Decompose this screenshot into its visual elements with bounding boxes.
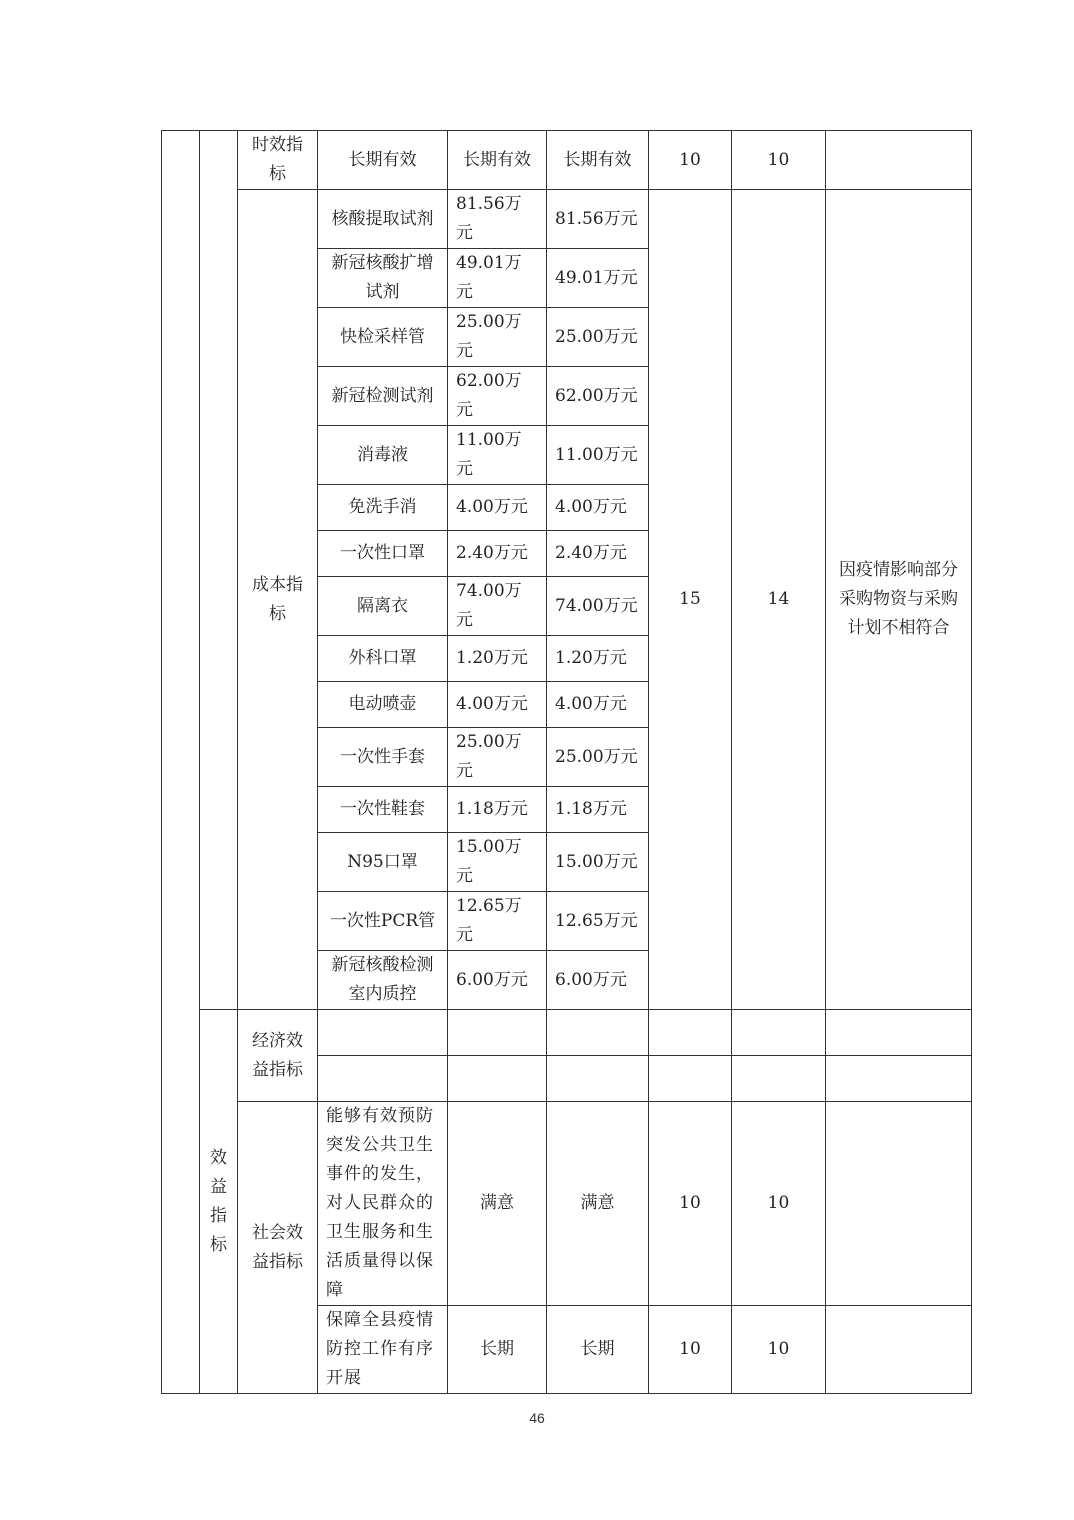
cost-item-actual: 4.00万元 [547,682,649,728]
cost-item-name: 一次性手套 [318,728,448,787]
cost-item-target: 62.00万元 [448,367,547,426]
cost-item-name: 新冠核酸检测室内质控 [318,951,448,1010]
social-item-target: 长期 [448,1306,547,1394]
benefit-label-text: 效益指标 [210,1147,227,1255]
cost-item-target: 15.00万元 [448,833,547,892]
timeliness-weight: 10 [649,131,732,190]
cost-score: 14 [732,190,826,1010]
cost-item-name: 一次性鞋套 [318,787,448,833]
table-row [162,1010,972,1056]
cost-item-name: 一次性PCR管 [318,892,448,951]
cost-item-target: 1.20万元 [448,636,547,682]
cost-item-target: 1.18万元 [448,787,547,833]
cost-note: 因疫情影响部分采购物资与采购计划不相符合 [826,190,972,1010]
cost-item-target: 4.00万元 [448,682,547,728]
timeliness-actual: 长期有效 [547,131,649,190]
cost-item-actual: 1.20万元 [547,636,649,682]
empty-cell [448,1010,547,1056]
timeliness-note [826,131,972,190]
cost-item-name: N95口罩 [318,833,448,892]
cost-item-actual: 12.65万元 [547,892,649,951]
social-label: 社会效益指标 [238,1102,318,1394]
timeliness-item: 长期有效 [318,131,448,190]
cost-item-actual: 74.00万元 [547,577,649,636]
social-item-actual: 满意 [547,1102,649,1306]
cost-item-target: 74.00万元 [448,577,547,636]
table-row [162,131,972,190]
empty-cell [547,1056,649,1102]
timeliness-label: 时效指标 [238,131,318,190]
cost-item-actual: 25.00万元 [547,308,649,367]
cost-item-actual: 2.40万元 [547,531,649,577]
cost-item-actual: 25.00万元 [547,728,649,787]
empty-cell [448,1056,547,1102]
cost-item-actual: 11.00万元 [547,426,649,485]
cost-item-actual: 6.00万元 [547,951,649,1010]
cost-item-name: 快检采样管 [318,308,448,367]
social-item-name: 能够有效预防突发公共卫生事件的发生，对人民群众的卫生服务和生活质量得以保障 [318,1102,448,1306]
cost-item-actual: 1.18万元 [547,787,649,833]
table-row [162,1102,972,1306]
economic-label: 经济效益指标 [238,1010,318,1102]
social-item-actual: 长期 [547,1306,649,1394]
cost-item-name: 电动喷壶 [318,682,448,728]
social-item-score: 10 [732,1306,826,1394]
outer-blank-cell [162,131,200,1394]
cost-label: 成本指标 [238,190,318,1010]
cost-weight: 15 [649,190,732,1010]
empty-cell [826,1010,972,1056]
social-item-note [826,1102,972,1306]
empty-cell [318,1056,448,1102]
cost-item-target: 25.00万元 [448,308,547,367]
empty-cell [732,1056,826,1102]
social-item-target: 满意 [448,1102,547,1306]
empty-cell [547,1010,649,1056]
cost-item-actual: 62.00万元 [547,367,649,426]
empty-cell [649,1056,732,1102]
cost-item-target: 4.00万元 [448,485,547,531]
cost-item-name: 一次性口罩 [318,531,448,577]
cost-item-name: 外科口罩 [318,636,448,682]
social-item-note [826,1306,972,1394]
cost-item-name: 新冠核酸扩增试剂 [318,249,448,308]
cost-item-target: 25.00万元 [448,728,547,787]
social-item-weight: 10 [649,1102,732,1306]
empty-cell [649,1010,732,1056]
table-body [162,131,972,1394]
empty-cell [732,1010,826,1056]
timeliness-target: 长期有效 [448,131,547,190]
cost-item-actual: 49.01万元 [547,249,649,308]
cost-item-name: 隔离衣 [318,577,448,636]
social-item-score: 10 [732,1102,826,1306]
social-item-name: 保障全县疫情防控工作有序开展 [318,1306,448,1394]
empty-cell [318,1010,448,1056]
cost-item-name: 新冠检测试剂 [318,367,448,426]
timeliness-score: 10 [732,131,826,190]
cost-item-actual: 15.00万元 [547,833,649,892]
cost-item-name: 消毒液 [318,426,448,485]
cost-item-name: 核酸提取试剂 [318,190,448,249]
cost-item-target: 81.56万元 [448,190,547,249]
cost-item-target: 6.00万元 [448,951,547,1010]
social-item-weight: 10 [649,1306,732,1394]
empty-cell [826,1056,972,1102]
cost-item-target: 49.01万元 [448,249,547,308]
cost-item-target: 11.00万元 [448,426,547,485]
level1-blank-cell [200,131,238,1010]
table-row [162,190,972,249]
page-number: 46 [529,1410,545,1426]
cost-item-name: 免洗手消 [318,485,448,531]
cost-item-target: 12.65万元 [448,892,547,951]
cost-item-target: 2.40万元 [448,531,547,577]
benefit-label [200,1010,238,1394]
cost-item-actual: 4.00万元 [547,485,649,531]
cost-item-actual: 81.56万元 [547,190,649,249]
performance-table [161,130,972,1394]
